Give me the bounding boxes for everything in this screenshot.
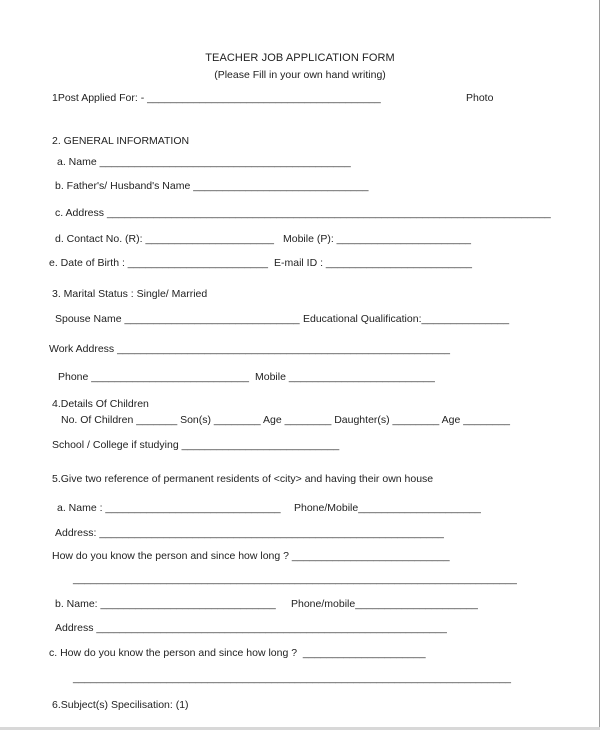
reference-a-how-known-continued[interactable]: ____________________________________________________________________________	[73, 573, 517, 585]
phone-field[interactable]: Phone ___________________________	[58, 371, 249, 383]
spouse-name-field[interactable]: Spouse Name ______________________________	[55, 313, 300, 325]
references-heading: 5.Give two reference of permanent residents of <city> and having their own house	[52, 473, 434, 485]
date-of-birth-field[interactable]: e. Date of Birth : ________________________	[49, 257, 268, 269]
reference-b-how-known-field[interactable]: c. How do you know the person and since how long ? _____________________	[49, 647, 426, 659]
form-title: TEACHER JOB APPLICATION FORM	[205, 52, 395, 64]
reference-b-how-known-continued[interactable]: ___________________________________________________________________________	[73, 672, 511, 684]
mobile-field[interactable]: Mobile _________________________	[255, 371, 435, 383]
subjects-specialisation-field[interactable]: 6.Subject(s) Specilisation: (1)	[52, 699, 189, 711]
post-applied-field[interactable]: 1Post Applied For: - ________________________________________	[52, 92, 381, 104]
address-field[interactable]: c. Address ____________________________________________________________________________	[55, 207, 551, 219]
email-field[interactable]: E-mail ID : _________________________	[274, 257, 472, 269]
contact-residence-field[interactable]: d. Contact No. (R): ______________________	[55, 233, 274, 245]
reference-a-address-field[interactable]: Address: ___________________________________________________________	[55, 527, 444, 539]
work-address-field[interactable]: Work Address _________________________________________________________	[49, 343, 450, 355]
children-details-row[interactable]: No. Of Children _______ Son(s) ________ Age ________ Daughter(s) ________ Age ________	[61, 414, 510, 426]
photo-label: Photo	[466, 92, 494, 104]
general-info-heading: 2. GENERAL INFORMATION	[52, 135, 190, 147]
reference-b-address-field[interactable]: Address ____________________________________________________________	[55, 622, 447, 634]
mobile-personal-field[interactable]: Mobile (P): _______________________	[283, 233, 471, 245]
marital-status-field[interactable]: 3. Marital Status : Single/ Married	[52, 288, 208, 300]
reference-b-name-field[interactable]: b. Name: ______________________________	[55, 598, 276, 610]
reference-b-phone-field[interactable]: Phone/mobile_____________________	[291, 598, 478, 610]
details-children-heading: 4.Details Of Children	[52, 398, 149, 410]
name-field[interactable]: a. Name ___________________________________________	[57, 156, 351, 168]
reference-a-name-field[interactable]: a. Name : ______________________________	[57, 502, 281, 514]
father-husband-name-field[interactable]: b. Father's/ Husband's Name ______________________________	[55, 180, 369, 192]
educational-qualification-field[interactable]: Educational Qualification:_______________	[303, 313, 510, 325]
form-subtitle: (Please Fill in your own hand writing)	[214, 69, 386, 81]
reference-a-phone-field[interactable]: Phone/Mobile_____________________	[294, 502, 481, 514]
school-college-field[interactable]: School / College if studying ___________________________	[52, 439, 340, 451]
reference-a-how-known-field[interactable]: How do you know the person and since how long ? ___________________________	[52, 550, 450, 562]
